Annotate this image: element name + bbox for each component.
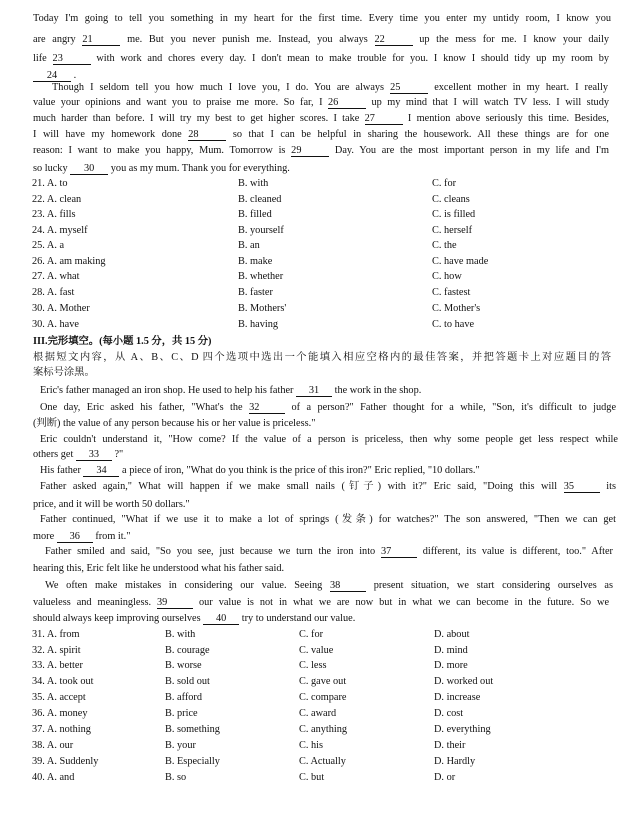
passage-text: so that I can be helpful in sharing the housework. All these things are for one xyxy=(232,129,609,140)
section-instruction: 案标号涂黑。 xyxy=(33,367,95,378)
option-c[interactable]: C. Actually xyxy=(299,756,346,767)
option-b[interactable]: B. whether xyxy=(238,271,284,282)
passage2-line xyxy=(33,613,355,625)
option-d[interactable]: D. increase xyxy=(434,692,481,703)
passage-text: more xyxy=(33,531,55,542)
passage-text: hearing this, Eric felt like he understood what his father said. xyxy=(33,563,285,574)
question-number: 24. xyxy=(32,225,45,236)
option-a[interactable]: A. Suddenly xyxy=(46,756,99,767)
option-b[interactable]: B. afford xyxy=(165,692,202,703)
question-number: 23. xyxy=(32,209,45,220)
option-b[interactable]: B. Mothers' xyxy=(238,303,287,314)
passage-text: (判断) the value of any person because his or her value is priceless." xyxy=(33,418,316,429)
answer-blank[interactable]: 26 xyxy=(328,98,366,109)
answer-blank[interactable]: 25 xyxy=(390,83,428,94)
passage-text: Day. You are the most important person in my life and I'm xyxy=(334,145,609,156)
option-c[interactable]: C. herself xyxy=(432,225,473,236)
passage2-line xyxy=(40,465,480,477)
passage-text: Father asked again," What will happen if we make small nails (钉子) with it?" Eric said, "Doing this will xyxy=(40,481,558,492)
passage-text: up the mess for me. I know your daily xyxy=(419,34,610,45)
passage-text: the work in the shop. xyxy=(334,385,422,396)
passage-text: Today I'm going to tell you something in my heart for the first time. Every time you enter my untidy room, I know you xyxy=(33,13,611,24)
question-number: 39. xyxy=(32,756,45,767)
option-a[interactable]: A. money xyxy=(46,708,88,719)
question-number: 32. xyxy=(32,645,45,656)
option-d[interactable]: D. their xyxy=(434,740,466,751)
passage-text: should always keep improving ourselves xyxy=(33,613,201,624)
passage1-line xyxy=(33,53,609,65)
option-b[interactable]: B. with xyxy=(238,178,269,189)
question-number: 22. xyxy=(32,194,45,205)
question-number: 38. xyxy=(32,740,45,751)
option-a[interactable]: A. nothing xyxy=(46,724,91,735)
answer-blank[interactable]: 21 xyxy=(82,35,120,46)
question-number: 27. xyxy=(32,271,45,282)
option-c[interactable]: C. value xyxy=(299,645,334,656)
option-c[interactable]: C. compare xyxy=(299,692,347,703)
option-b[interactable]: B. something xyxy=(165,724,220,735)
option-c[interactable]: C. but xyxy=(299,772,325,783)
option-label xyxy=(32,772,74,784)
option-b[interactable]: B. make xyxy=(238,256,273,267)
passage-text: Father smiled and said, "So you see, just because we turn the iron into xyxy=(45,546,376,557)
option-label xyxy=(32,287,74,299)
passage-text: Though I seldom tell you how much I love you, I do. You are always xyxy=(52,82,385,93)
option-label xyxy=(32,645,81,657)
passage-text: . xyxy=(73,70,77,81)
option-c[interactable]: C. for xyxy=(432,178,457,189)
option-a[interactable]: A. from xyxy=(46,629,80,640)
option-label xyxy=(32,708,88,720)
option-label xyxy=(32,756,98,768)
option-d[interactable]: D. mind xyxy=(434,645,468,656)
passage-text: from it." xyxy=(95,531,131,542)
question-number: 33. xyxy=(32,660,45,671)
passage-text: life xyxy=(33,53,47,64)
option-d[interactable]: D. Hardly xyxy=(434,756,476,767)
section-heading: III.完形填空。(每小题 1.5 分，共 15 分) xyxy=(33,336,212,347)
passage1-line xyxy=(33,34,609,46)
passage-text: value your opinions and want you to praise me more. So far, I xyxy=(33,97,323,108)
passage1-line xyxy=(52,82,608,94)
option-c[interactable]: C. Mother's xyxy=(432,303,481,314)
passage1-line xyxy=(33,163,290,175)
option-a[interactable]: A. myself xyxy=(46,225,88,236)
answer-blank[interactable]: 22 xyxy=(375,35,413,46)
passage-text: you as my mum. Thank you for everything. xyxy=(110,163,290,174)
option-label xyxy=(32,240,64,252)
passage2-line xyxy=(33,563,284,575)
option-b[interactable]: B. with xyxy=(165,629,196,640)
answer-blank[interactable]: 39 xyxy=(157,598,193,609)
option-d[interactable]: D. worked out xyxy=(434,676,494,687)
option-a[interactable]: A. and xyxy=(46,772,75,783)
option-a[interactable]: A. clean xyxy=(46,194,82,205)
option-d[interactable]: D. everything xyxy=(434,724,491,735)
answer-blank[interactable]: 31 xyxy=(296,386,332,397)
passage2-line xyxy=(40,481,616,493)
passage2-line xyxy=(40,434,618,446)
question-number: 40. xyxy=(32,772,45,783)
option-a[interactable]: A. accept xyxy=(46,692,86,703)
option-a[interactable]: A. spirit xyxy=(46,645,81,656)
option-a[interactable]: A. fast xyxy=(46,287,75,298)
option-b[interactable]: B. filled xyxy=(238,209,272,220)
answer-blank[interactable]: 34 xyxy=(83,466,119,477)
question-number: 25. xyxy=(32,240,45,251)
passage-text: so lucky xyxy=(33,163,68,174)
option-label xyxy=(32,194,81,206)
passage-text: excellent mother in my heart. I really xyxy=(434,82,608,93)
passage1-line xyxy=(33,113,609,125)
option-a[interactable]: A. fills xyxy=(46,209,76,220)
section-instruction: 根据短文内容，从 A、B、C、D 四个选项中选出一个能填入相应空格内的最佳答案，并把答题卡上对应题目的答 xyxy=(33,352,611,363)
option-a[interactable]: A. took out xyxy=(46,676,94,687)
option-b[interactable]: B. your xyxy=(165,740,196,751)
passage-text: much harder than before. I will try my best to get higher scores. I take xyxy=(33,113,360,124)
option-b[interactable]: B. worse xyxy=(165,660,202,671)
passage-text: I mention above seriously this time. Besides, xyxy=(407,113,609,124)
option-b[interactable]: B. yourself xyxy=(238,225,284,236)
option-a[interactable]: A. what xyxy=(46,271,80,282)
answer-blank[interactable]: 37 xyxy=(381,547,417,558)
option-b[interactable]: B. Especially xyxy=(165,756,220,767)
passage2-line xyxy=(40,514,616,526)
option-d[interactable]: D. about xyxy=(434,629,470,640)
option-label xyxy=(32,225,88,237)
option-label xyxy=(32,629,80,641)
answer-blank[interactable]: 27 xyxy=(365,114,403,125)
option-d[interactable]: D. cost xyxy=(434,708,464,719)
passage2-line xyxy=(45,580,613,592)
option-a[interactable]: A. am making xyxy=(46,256,106,267)
option-c[interactable]: C. fastest xyxy=(432,287,471,298)
passage-text: me. But you never punish me. Instead, you always xyxy=(127,34,368,45)
option-c[interactable]: C. have made xyxy=(432,256,489,267)
passage-text: different, its value is different, too." After xyxy=(422,546,613,557)
answer-blank[interactable]: 24 xyxy=(33,71,71,82)
passage1-line xyxy=(33,13,611,25)
passage-text: Eric couldn't understand it, "How come? If the value of a person is priceless, then why some people get less respect while xyxy=(40,434,618,445)
option-b[interactable]: B. an xyxy=(238,240,260,251)
question-number: 36. xyxy=(32,708,45,719)
passage2-line xyxy=(33,531,130,543)
option-b[interactable]: B. having xyxy=(238,319,279,330)
passage-text: We often make mistakes in considering our value. Seeing xyxy=(45,580,323,591)
option-a[interactable]: A. better xyxy=(46,660,83,671)
option-c[interactable]: C. to have xyxy=(432,319,475,330)
passage-text: valueless and meaningless. xyxy=(33,597,152,608)
answer-blank[interactable]: 35 xyxy=(564,482,600,493)
option-b[interactable]: B. sold out xyxy=(165,676,210,687)
question-number: 30. xyxy=(32,319,45,330)
passage-text: a piece of iron, "What do you think is the price of this iron?" Eric replied, "10 dollars." xyxy=(122,465,480,476)
answer-blank[interactable]: 28 xyxy=(188,130,226,141)
passage-text: price, and it will be worth 50 dollars." xyxy=(33,499,190,510)
passage-text: of a person?" Father thought for a while, "Son, it's difficult to judge xyxy=(291,402,617,413)
passage-text: I will have my homework done xyxy=(33,129,182,140)
question-number: 37. xyxy=(32,724,45,735)
passage2-line xyxy=(33,597,609,609)
question-number: 26. xyxy=(32,256,45,267)
option-label xyxy=(32,724,91,736)
answer-blank[interactable]: 29 xyxy=(291,146,329,157)
passage-text: One day, Eric asked his father, "What's the xyxy=(40,402,243,413)
option-b[interactable]: B. faster xyxy=(238,287,273,298)
question-number: 35. xyxy=(32,692,45,703)
option-c[interactable]: C. gave out xyxy=(299,676,347,687)
option-d[interactable]: D. more xyxy=(434,660,468,671)
option-a[interactable]: A. Mother xyxy=(46,303,90,314)
question-number: 28. xyxy=(32,287,45,298)
option-d[interactable]: D. or xyxy=(434,772,456,783)
option-c[interactable]: C. less xyxy=(299,660,327,671)
answer-blank[interactable]: 40 xyxy=(203,614,239,625)
passage-text: Eric's father managed an iron shop. He used to help his father xyxy=(40,385,294,396)
passage1-line xyxy=(33,97,609,109)
passage2-line xyxy=(33,449,123,461)
passage-text: ?" xyxy=(114,449,124,460)
option-c[interactable]: C. how xyxy=(432,271,462,282)
option-a[interactable]: A. have xyxy=(46,319,79,330)
option-label xyxy=(32,303,90,315)
option-b[interactable]: B. courage xyxy=(165,645,210,656)
option-b[interactable]: B. so xyxy=(165,772,187,783)
answer-blank[interactable]: 38 xyxy=(330,581,366,592)
option-c[interactable]: C. is filled xyxy=(432,209,476,220)
passage-text: reason: I want to make you happy, Mum. Tomorrow is xyxy=(33,145,286,156)
option-c[interactable]: C. for xyxy=(299,629,324,640)
passage2-line xyxy=(33,418,315,430)
option-a[interactable]: A. to xyxy=(46,178,68,189)
passage-text: up my mind that I will watch TV less. I will study xyxy=(371,97,610,108)
answer-blank[interactable]: 36 xyxy=(57,532,93,543)
passage-text: our value is not in what we are now but in what we can become in the future. So we xyxy=(199,597,610,608)
option-label xyxy=(32,256,106,268)
question-number: 30. xyxy=(32,303,45,314)
option-label xyxy=(32,740,73,752)
option-a[interactable]: A. our xyxy=(46,740,74,751)
passage-text: others get xyxy=(33,449,74,460)
passage1-line xyxy=(33,70,76,82)
passage2-line xyxy=(45,546,613,558)
option-c[interactable]: C. cleans xyxy=(432,194,470,205)
passage1-line xyxy=(33,129,609,141)
question-number: 31. xyxy=(32,629,45,640)
passage-text: Father continued, "What if we use it to make a lot of springs (发条) for watches?" The son answered, "Then we can get xyxy=(40,514,616,525)
answer-blank[interactable]: 32 xyxy=(249,403,285,414)
passage2-line xyxy=(33,499,190,511)
answer-blank[interactable]: 33 xyxy=(76,450,112,461)
passage-text: its xyxy=(606,481,617,492)
passage2-line xyxy=(40,385,421,397)
passage-text: try to understand our value. xyxy=(241,613,356,624)
passage-text: present situation, we start considering ourselves as xyxy=(373,580,613,591)
option-label xyxy=(32,676,94,688)
option-label xyxy=(32,692,86,704)
option-c[interactable]: C. the xyxy=(432,240,457,251)
option-b[interactable]: B. price xyxy=(165,708,198,719)
option-label xyxy=(32,319,79,331)
option-c[interactable]: C. award xyxy=(299,708,337,719)
passage-text: with work and chores every day. I don't mean to make trouble for you. I know I should tidy up my room by xyxy=(96,53,610,64)
option-a[interactable]: A. a xyxy=(46,240,65,251)
passage1-line xyxy=(33,145,609,157)
passage2-line xyxy=(40,402,616,414)
option-c[interactable]: C. anything xyxy=(299,724,348,735)
question-number: 34. xyxy=(32,676,45,687)
option-label xyxy=(32,271,80,283)
question-number: 21. xyxy=(32,178,45,189)
answer-blank[interactable]: 23 xyxy=(53,54,91,65)
option-label xyxy=(32,178,68,190)
passage-text: are angry xyxy=(33,34,76,45)
option-label xyxy=(32,209,76,221)
option-label xyxy=(32,660,83,672)
passage-text: His father xyxy=(40,465,81,476)
option-c[interactable]: C. his xyxy=(299,740,324,751)
answer-blank[interactable]: 30 xyxy=(70,164,108,175)
option-b[interactable]: B. cleaned xyxy=(238,194,282,205)
